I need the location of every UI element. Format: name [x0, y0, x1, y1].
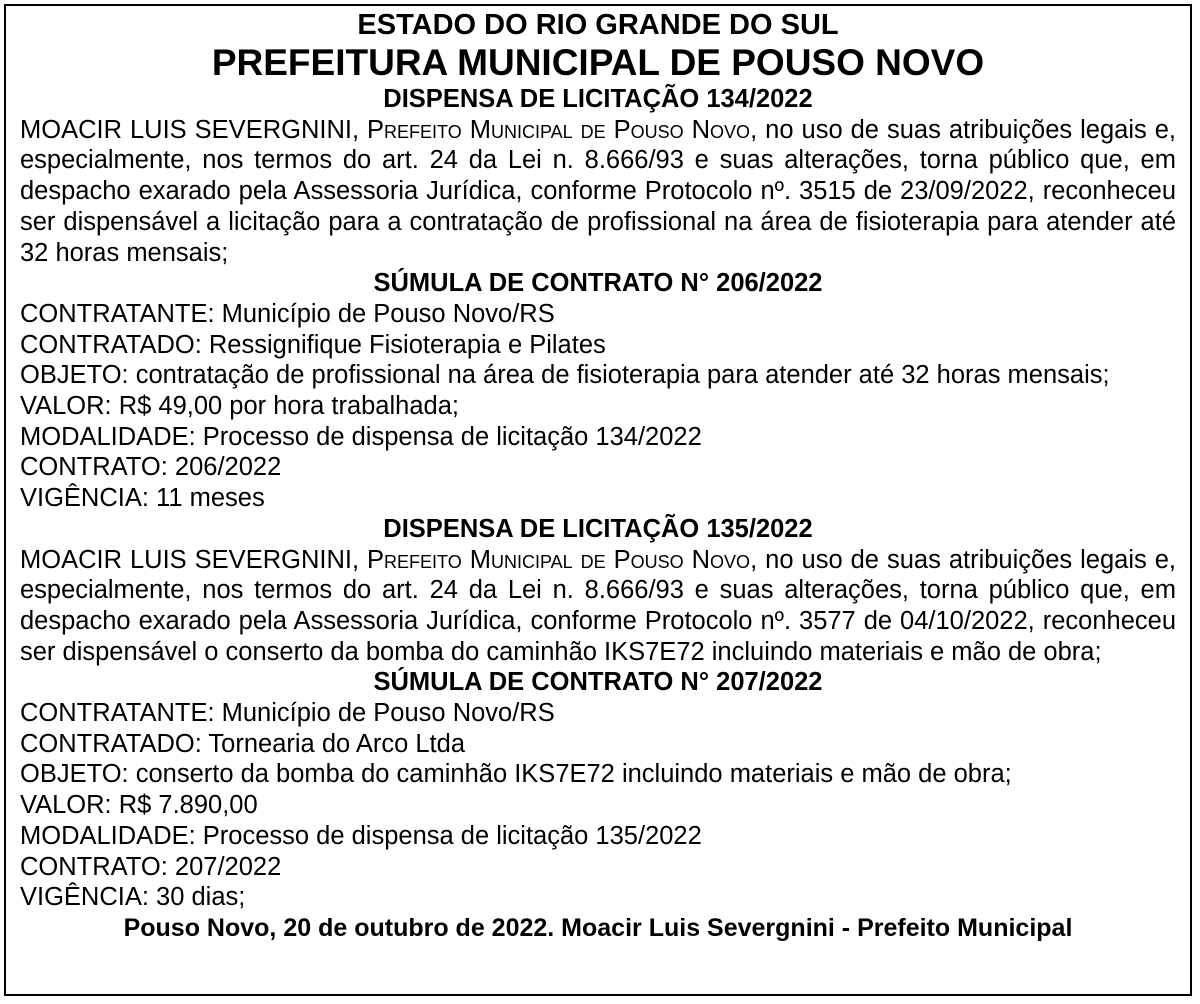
dispensa-134-title: DISPENSA DE LICITAÇÃO 134/2022: [383, 85, 813, 113]
sumula-206-objeto: OBJETO: contratação de profissional na área de fisioterapia para atender até 32 horas mensais;: [20, 361, 1110, 390]
dispensa-135-name: MOACIR LUIS SEVERGNINI,: [20, 545, 360, 574]
sumula-207-objeto: OBJETO: conserto da bomba do caminhão IKS7E72 incluindo materiais e mão de obra;: [20, 760, 1012, 789]
dispensa-135-role: Prefeito Municipal de Pouso Novo: [367, 545, 751, 574]
dispensa-135-paragraph: [20, 545, 1176, 668]
sumula-206-title: SÚMULA DE CONTRATO N° 206/2022: [373, 269, 823, 298]
dispensa-135-text: , no uso de suas atribuições legais e, especialmente, nos termos do art. 24 da Lei n. 8.666/93 e suas alterações, torna público que, em despacho exarado pela Assessoria Jurídica, conforme Protocolo nº. 3577 de 04/10/2022, reconheceu ser dispensável o conserto da bomba do caminhão IKS7E72 incluindo materiais e mão de obra;: [20, 545, 1177, 666]
state-title: ESTADO DO RIO GRANDE DO SUL: [357, 9, 839, 41]
sumula-206-contrato: CONTRATO: 206/2022: [20, 453, 282, 482]
prefeitura-title: PREFEITURA MUNICIPAL DE POUSO NOVO: [211, 42, 985, 83]
dispensa-135-title: DISPENSA DE LICITAÇÃO 135/2022: [383, 514, 813, 543]
notice-frame: [4, 4, 1192, 996]
signature-footer: Pouso Novo, 20 de outubro de 2022. Moacir Luis Severgnini - Prefeito Municipal: [123, 913, 1073, 942]
sumula-207-vigencia: VIGÊNCIA: 30 dias;: [20, 883, 246, 912]
sumula-206-vigencia: VIGÊNCIA: 11 meses: [20, 484, 265, 513]
sumula-206-contratante: CONTRATANTE: Município de Pouso Novo/RS: [20, 299, 555, 328]
dispensa-134-paragraph: [20, 115, 1176, 269]
notice-content: [20, 6, 1176, 944]
dispensa-134-role: Prefeito Municipal de Pouso Novo: [367, 115, 751, 144]
sumula-207-contrato: CONTRATO: 207/2022: [20, 852, 282, 881]
dispensa-134-name: MOACIR LUIS SEVERGNINI,: [20, 115, 360, 144]
sumula-206-modalidade: MODALIDADE: Processo de dispensa de licitação 134/2022: [20, 422, 702, 451]
sumula-206-valor: VALOR: R$ 49,00 por hora trabalhada;: [20, 392, 459, 421]
sumula-207-valor: VALOR: R$ 7.890,00: [20, 791, 258, 820]
dispensa-134-text: , no uso de suas atribuições legais e, especialmente, nos termos do art. 24 da Lei n. 8.666/93 e suas alterações, torna público que, em despacho exarado pela Assessoria Jurídica, conforme Protocolo nº. 3515 de 23/09/2022, reconheceu ser dispensável a licitação para a contratação de profissional na área de fisioterapia para atender até 32 horas mensais;: [20, 115, 1177, 267]
sumula-207-contratado: CONTRATADO: Tornearia do Arco Ltda: [20, 729, 466, 758]
sumula-206-contratado: CONTRATADO: Ressignifique Fisioterapia e Pilates: [20, 330, 606, 359]
sumula-207-modalidade: MODALIDADE: Processo de dispensa de licitação 135/2022: [20, 821, 702, 850]
sumula-207-title: SÚMULA DE CONTRATO N° 207/2022: [373, 668, 823, 697]
sumula-207-contratante: CONTRATANTE: Município de Pouso Novo/RS: [20, 699, 555, 728]
